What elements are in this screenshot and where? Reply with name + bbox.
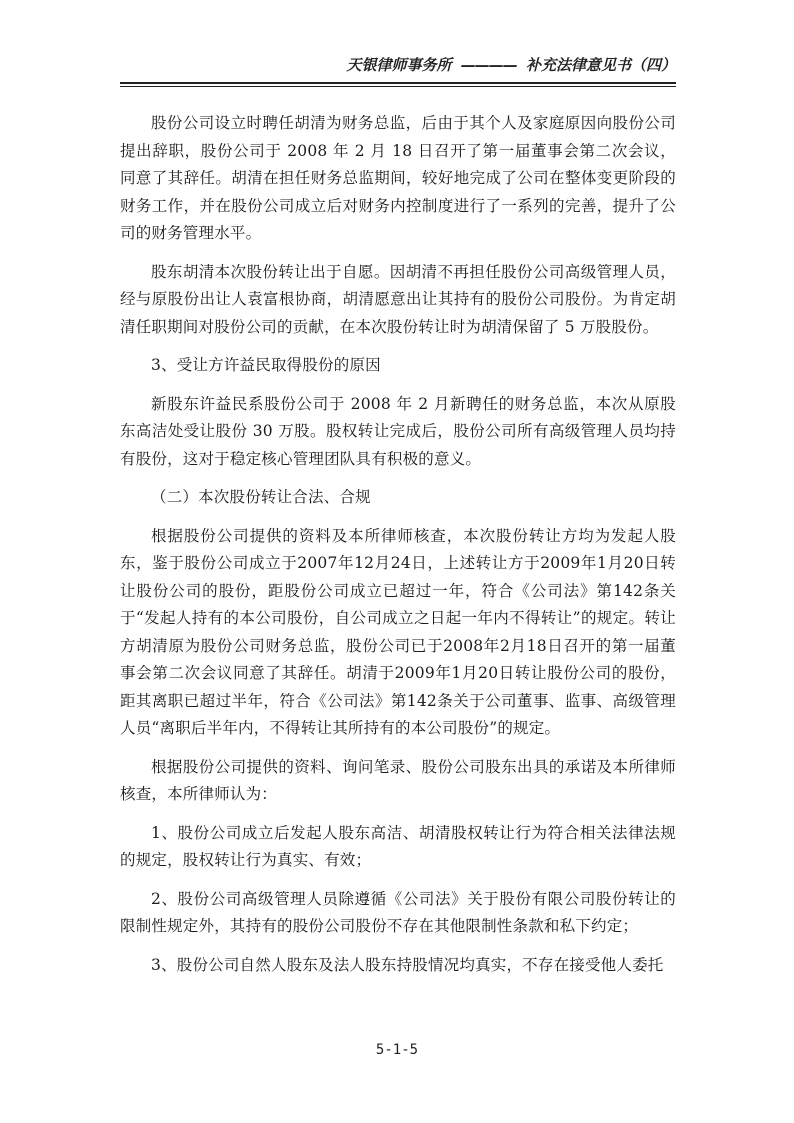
header-rule-thick	[120, 82, 676, 84]
header-firm-name: 天银律师事务所	[346, 56, 452, 74]
section-heading: （二）本次股份转让合法、合规	[151, 488, 371, 506]
page-header	[120, 52, 676, 78]
header-document-title: 补充法律意见书（四）	[525, 56, 676, 74]
paragraph: 根据股份公司提供的资料、询问笔录、股份公司股东出具的承诺及本所律师核查，本所律师认为：	[120, 757, 676, 803]
header-separator: ————	[460, 56, 517, 74]
paragraph: 3、股份公司自然人股东及法人股东持股情况均真实，不存在接受他人委托	[151, 955, 664, 974]
document-body	[120, 110, 676, 990]
header-rule-thin	[120, 86, 676, 87]
paragraph: 2、股份公司高级管理人员除遵循《公司法》关于股份有限公司股份转让的限制性规定外，其持有的股份公司股份不存在其他限制性条款和私下约定；	[120, 889, 676, 935]
paragraph: 新股东许益民系股份公司于 2008 年 2 月新聘任的财务总监，本次从原股东高洁处受让股份 30 万股。股权转让完成后，股份公司所有高级管理人员均持有股份，这对于稳定核心管理团队具有积极的意义。	[120, 394, 676, 468]
paragraph: 股东胡清本次股份转让出于自愿。因胡清不再担任股份公司高级管理人员，经与原股份出让人袁富根协商，胡清愿意出让其持有的股份公司股份。为肯定胡清任职期间对股份公司的贡献，在本次股份转让时为胡清保留了 5 万股股份。	[120, 262, 676, 336]
paragraph: 根据股份公司提供的资料及本所律师核查，本次股份转让方均为发起人股东，鉴于股份公司成立于2007年12月24日，上述转让方于2009年1月20日转让股份公司的股份，距股份公司成立已超过一年，符合《公司法》第142条关于“发起人持有的本公司股份，自公司成立之日起一年内不得转让”的规定。转让方胡清原为股份公司财务总监，股份公司已于2008年2月18日召开的第一届董事会第二次会议同意了其辞任。胡清于2009年1月20日转让股份公司的股份，距其离职已超过半年，符合《公司法》第142条关于公司董事、监事、高级管理人员“离职后半年内，不得转让其所持有的本公司股份”的规定。	[120, 526, 676, 737]
paragraph: 股份公司设立时聘任胡清为财务总监，后由于其个人及家庭原因向股份公司提出辞职，股份公司于 2008 年 2 月 18 日召开了第一届董事会第二次会议，同意了其辞任。胡清在担任财务总监期间，较好地完成了公司在整体变更阶段的财务工作，并在股份公司成立后对财务内控制度进行了一系列的完善，提升了公司的财务管理水平。	[120, 114, 676, 242]
paragraph: 1、股份公司成立后发起人股东高洁、胡清股权转让行为符合相关法律法规的规定，股权转让行为真实、有效；	[120, 823, 676, 869]
page-number: 5-1-5	[375, 1042, 419, 1058]
section-heading: 3、受让方许益民取得股份的原因	[151, 356, 381, 374]
